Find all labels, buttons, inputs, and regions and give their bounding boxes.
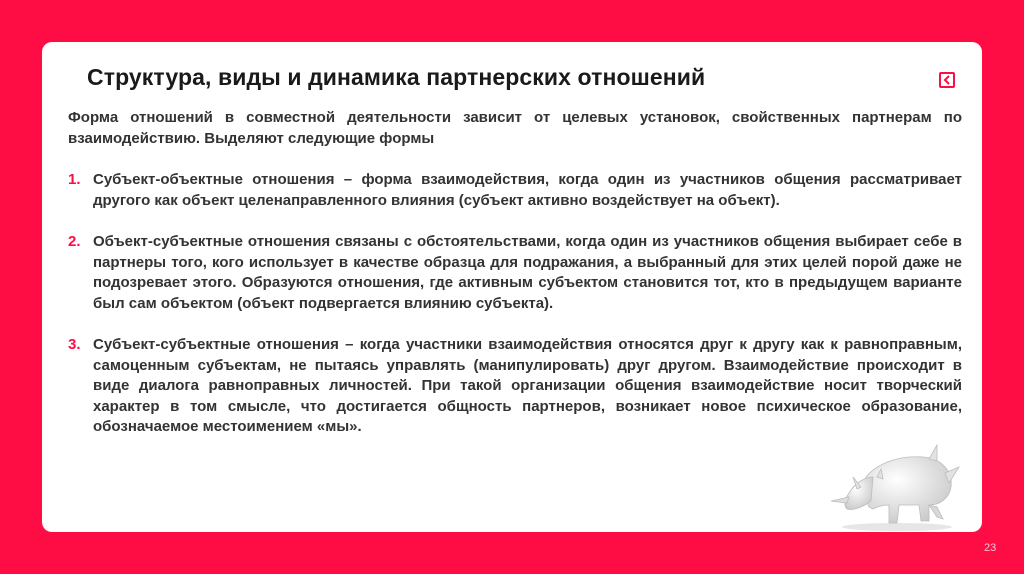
slide-card xyxy=(42,42,982,532)
item-text: Субъект-объектные отношения – форма взаимодействия, когда один из участников общения рассматривает другого как объект целенаправленного влияния (субъект активно воздействует на объект). xyxy=(93,171,962,209)
back-arrow-icon xyxy=(943,75,951,85)
item-number: 3. xyxy=(68,336,81,353)
list-item xyxy=(68,232,962,314)
item-text: Субъект-субъектные отношения – когда участники взаимодействия относятся друг к другу как к равноправным, самоценным субъектам, не пытаясь управлять (манипулировать) друг другом. Взаимодействие происходит в виде диалога равноправных личностей. При такой организации общения взаимодействие носит творческий характер в том смысле, что достигается общность партнеров, возникает новое психическое образование, обозначаемое местоимением «мы». xyxy=(93,336,962,435)
item-number: 2. xyxy=(68,233,81,250)
slide-title: Структура, виды и динамика партнерских отношений xyxy=(87,64,706,90)
item-text: Объект-субъектные отношения связаны с обстоятельствами, когда один из участников общения выбирает себе в партнеры того, кого использует в качестве образца для подражания, а выбранный для этих целей порой даже не подозревает этого. Образуются отношения, где активным субъектом становится тот, кто в предыдущем варианте был сам объектом (объект подвергается влиянию субъекта). xyxy=(93,233,962,312)
rhino-figure xyxy=(825,437,965,532)
slide-content xyxy=(68,108,962,459)
back-button[interactable] xyxy=(939,72,955,88)
page-number: 23 xyxy=(984,542,997,554)
intro-paragraph: Форма отношений в совместной деятельности зависит от целевых установок, свойственных партнерам по взаимодействию. Выделяют следующие формы xyxy=(68,109,962,147)
list-item xyxy=(68,335,962,438)
list-item xyxy=(68,170,962,211)
item-number: 1. xyxy=(68,171,81,188)
